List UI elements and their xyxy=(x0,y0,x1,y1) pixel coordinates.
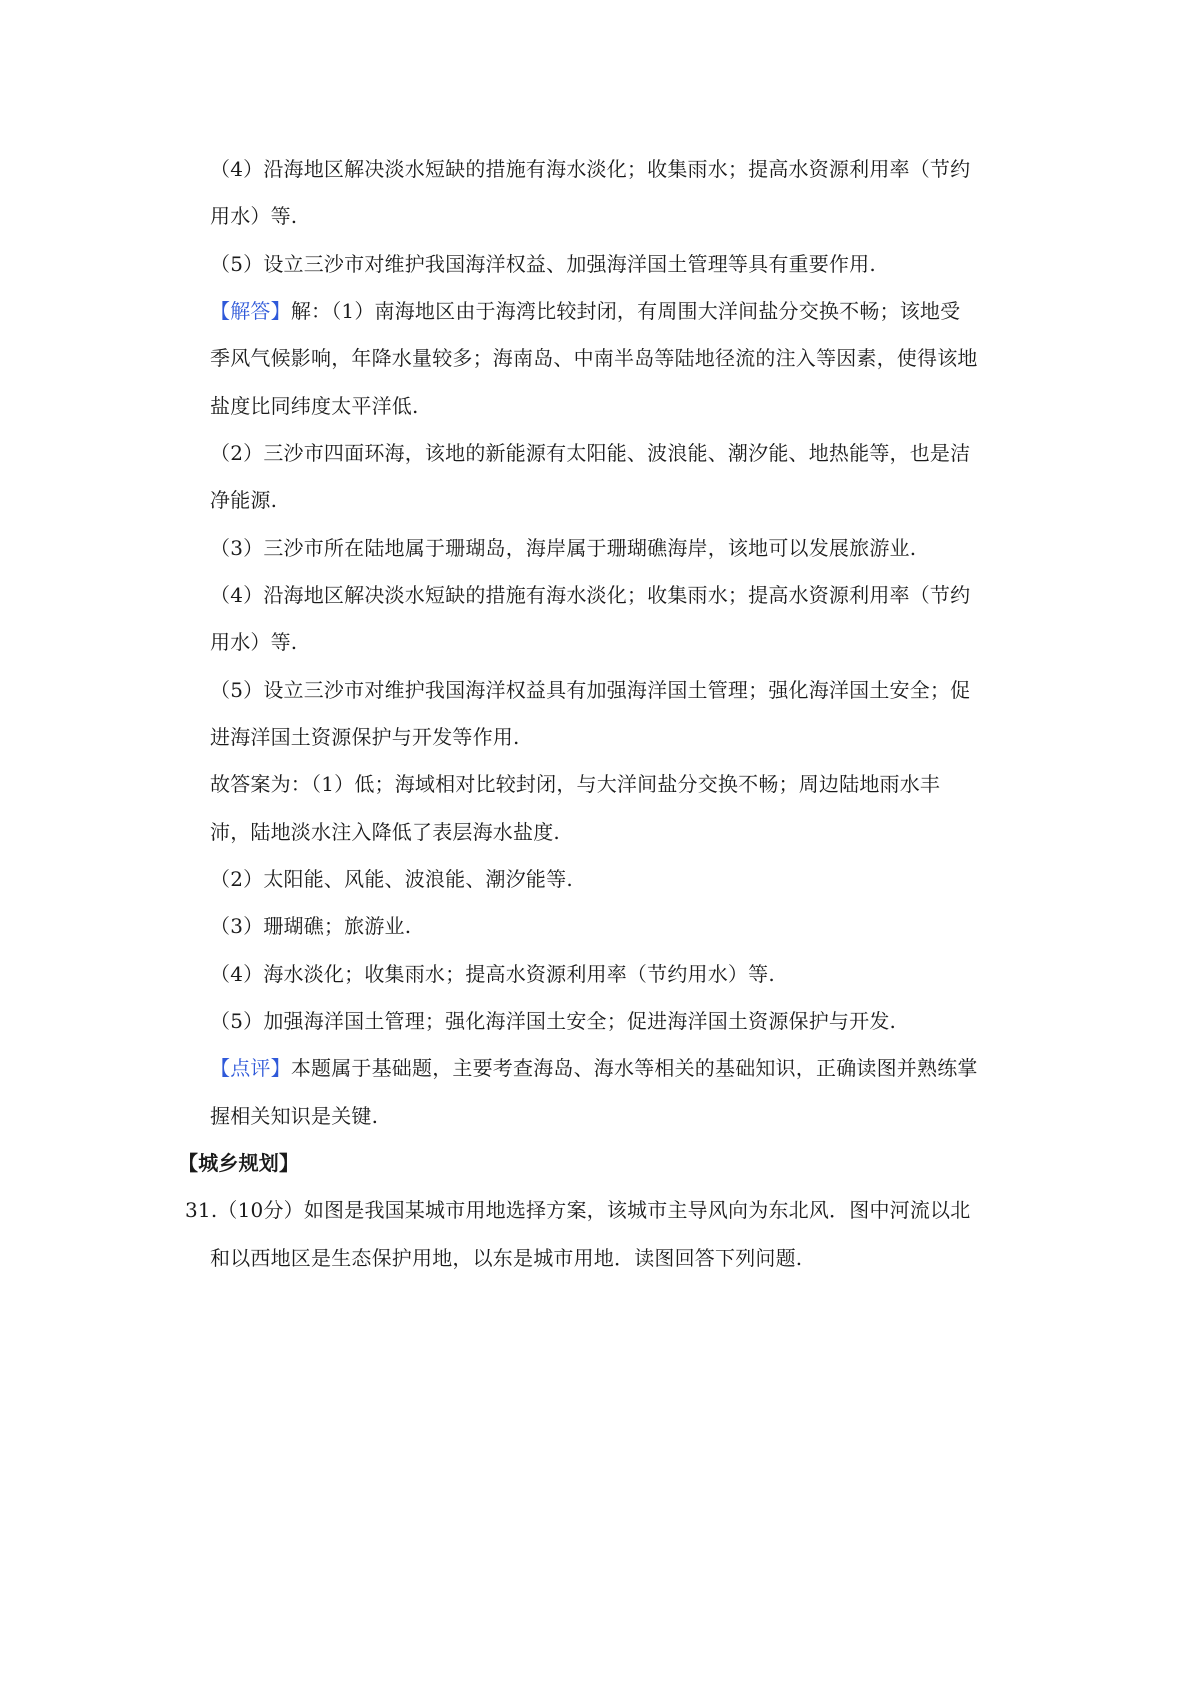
text-line: （5）设立三沙市对维护我国海洋权益具有加强海洋国土管理；强化海洋国土安全；促 xyxy=(210,678,971,702)
text-line xyxy=(210,299,960,323)
text-line: 故答案为：（1）低；海域相对比较封闭，与大洋间盐分交换不畅；周边陆地雨水丰 xyxy=(210,772,941,796)
text-line: （5）加强海洋国土管理；强化海洋国土安全；促进海洋国土资源保护与开发. xyxy=(210,1009,897,1033)
text-line: （4）沿海地区解决淡水短缺的措施有海水淡化；收集雨水；提高水资源利用率（节约 xyxy=(210,583,971,607)
text-line xyxy=(210,1056,978,1080)
text-line: （5）设立三沙市对维护我国海洋权益、加强海洋国土管理等具有重要作用. xyxy=(210,252,876,276)
text-line: 用水）等. xyxy=(210,630,298,654)
text-line: 进海洋国土资源保护与开发等作用. xyxy=(210,725,520,749)
text-line: （4）沿海地区解决淡水短缺的措施有海水淡化；收集雨水；提高水资源利用率（节约 xyxy=(210,157,971,181)
text-segment: 本题属于基础题，主要考查海岛、海水等相关的基础知识，正确读图并熟练掌 xyxy=(290,1056,978,1080)
text-line: （2）三沙市四面环海，该地的新能源有太阳能、波浪能、潮汐能、地热能等，也是洁 xyxy=(210,441,971,465)
comment-tag: 【点评】 xyxy=(210,1056,291,1080)
text-line: 用水）等. xyxy=(210,204,298,228)
text-line: （4）海水淡化；收集雨水；提高水资源利用率（节约用水）等. xyxy=(210,962,775,986)
text-line: （3）三沙市所在陆地属于珊瑚岛，海岸属于珊瑚礁海岸，该地可以发展旅游业. xyxy=(210,536,917,560)
section-heading: 【城乡规划】 xyxy=(178,1151,300,1175)
text-line: 沛，陆地淡水注入降低了表层海水盐度. xyxy=(210,820,560,844)
text-line: （3）珊瑚礁；旅游业. xyxy=(210,914,412,938)
answer-tag: 【解答】 xyxy=(210,299,291,323)
text-line: 握相关知识是关键. xyxy=(210,1104,379,1128)
text-line: 季风气候影响，年降水量较多；海南岛、中南半岛等陆地径流的注入等因素，使得该地 xyxy=(210,346,978,370)
text-line: 盐度比同纬度太平洋低. xyxy=(210,394,419,418)
text-line: 净能源. xyxy=(210,488,278,512)
question-line: 和以西地区是生态保护用地，以东是城市用地．读图回答下列问题. xyxy=(210,1246,803,1270)
text-segment: 解：（1）南海地区由于海湾比较封闭，有周围大洋间盐分交换不畅；该地受 xyxy=(290,299,961,323)
text-line: （2）太阳能、风能、波浪能、潮汐能等. xyxy=(210,867,573,891)
question-line: 31.（10分）如图是我国某城市用地选择方案，该城市主导风向为东北风．图中河流以北 xyxy=(185,1198,971,1222)
